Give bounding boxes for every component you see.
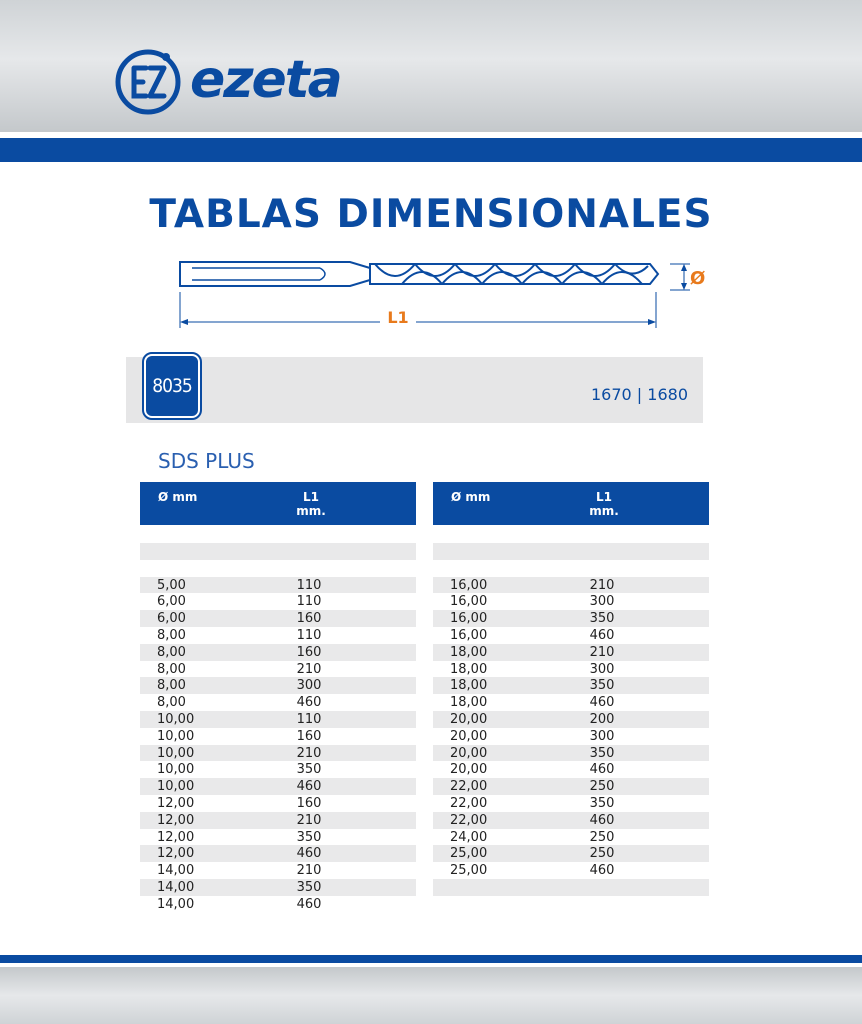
length-cell: 160 — [296, 644, 322, 660]
diameter-cell: 14,00 — [157, 896, 195, 912]
table-row — [140, 896, 416, 913]
product-badge: 8035 — [144, 354, 200, 418]
table-row — [140, 661, 416, 678]
diameter-cell: 8,00 — [157, 627, 186, 643]
length-cell: 210 — [589, 577, 615, 593]
top-blue-bar — [0, 138, 862, 162]
diameter-cell: 25,00 — [450, 846, 488, 862]
diameter-cell: 16,00 — [450, 627, 488, 643]
length-cell: 460 — [589, 627, 615, 643]
diameter-cell: 8,00 — [157, 678, 186, 694]
product-codes: 1670 | 1680 — [591, 385, 688, 404]
length-cell: 210 — [296, 745, 322, 761]
length-cell: 210 — [589, 644, 615, 660]
length-cell: 350 — [296, 762, 322, 778]
length-cell: 210 — [296, 661, 322, 677]
header-length-line2: mm. — [296, 504, 326, 518]
length-cell: 110 — [296, 627, 322, 643]
length-label: L1 — [380, 308, 416, 327]
diameter-cell: 18,00 — [450, 644, 488, 660]
drill-bit-diagram — [170, 252, 730, 334]
table-row — [433, 661, 709, 678]
diameter-cell: 24,00 — [450, 829, 488, 845]
length-cell: 160 — [296, 728, 322, 744]
diameter-cell: 16,00 — [450, 577, 488, 593]
length-cell: 110 — [296, 594, 322, 610]
table-row — [140, 829, 416, 846]
dimension-table-right — [433, 482, 709, 913]
diameter-cell: 8,00 — [157, 695, 186, 711]
length-cell: 250 — [589, 829, 615, 845]
length-cell: 160 — [296, 611, 322, 627]
table-row — [433, 677, 709, 694]
table-row — [140, 577, 416, 594]
table-body — [433, 543, 709, 913]
header-length — [296, 490, 326, 518]
table-header — [433, 482, 709, 525]
table-row — [140, 845, 416, 862]
length-cell: 350 — [589, 745, 615, 761]
diameter-cell: 20,00 — [450, 745, 488, 761]
length-cell: 300 — [296, 678, 322, 694]
length-cell: 350 — [589, 678, 615, 694]
table-row — [140, 560, 416, 577]
diameter-cell: 6,00 — [157, 594, 186, 610]
diameter-cell: 16,00 — [450, 594, 488, 610]
table-row — [140, 728, 416, 745]
length-cell: 350 — [589, 611, 615, 627]
header-length-line1: L1 — [596, 490, 612, 504]
logo-wordmark: ezeta — [190, 50, 341, 110]
length-cell: 200 — [589, 711, 615, 727]
diameter-cell: 25,00 — [450, 863, 488, 879]
diameter-cell: 22,00 — [450, 795, 488, 811]
table-row — [433, 778, 709, 795]
length-cell: 300 — [589, 661, 615, 677]
length-cell: 300 — [589, 594, 615, 610]
table-row — [433, 845, 709, 862]
table-row — [140, 711, 416, 728]
length-cell: 350 — [296, 879, 322, 895]
diameter-cell: 22,00 — [450, 812, 488, 828]
table-row — [433, 879, 709, 896]
table-row — [140, 812, 416, 829]
length-cell: 460 — [589, 762, 615, 778]
table-row — [140, 761, 416, 778]
table-row — [140, 627, 416, 644]
table-row — [433, 560, 709, 577]
table-row — [433, 862, 709, 879]
table-row — [140, 677, 416, 694]
diameter-cell: 20,00 — [450, 728, 488, 744]
table-body — [140, 543, 416, 913]
length-cell: 160 — [296, 795, 322, 811]
diameter-cell: 8,00 — [157, 661, 186, 677]
diameter-cell: 16,00 — [450, 611, 488, 627]
diameter-cell: 22,00 — [450, 779, 488, 795]
table-row — [433, 627, 709, 644]
page-title: TABLAS DIMENSIONALES — [149, 192, 713, 237]
header-length-line2: mm. — [589, 504, 619, 518]
header-length — [589, 490, 619, 518]
table-row — [140, 694, 416, 711]
table-row — [140, 644, 416, 661]
table-row — [433, 593, 709, 610]
length-cell: 460 — [589, 863, 615, 879]
header-diameter: Ø mm — [158, 490, 198, 504]
length-cell: 460 — [296, 695, 322, 711]
length-cell: 460 — [589, 812, 615, 828]
diameter-cell: 18,00 — [450, 678, 488, 694]
length-cell: 300 — [589, 728, 615, 744]
diameter-cell: 18,00 — [450, 695, 488, 711]
diameter-cell: 10,00 — [157, 779, 195, 795]
footer-band — [0, 967, 862, 1024]
table-row — [433, 644, 709, 661]
diameter-cell: 5,00 — [157, 577, 186, 593]
length-cell: 350 — [589, 795, 615, 811]
table-row — [433, 761, 709, 778]
table-row — [433, 745, 709, 762]
length-cell: 460 — [296, 896, 322, 912]
table-row — [433, 610, 709, 627]
header-length-line1: L1 — [303, 490, 319, 504]
diameter-cell: 10,00 — [157, 762, 195, 778]
table-row — [140, 610, 416, 627]
table-row — [140, 543, 416, 560]
length-cell: 250 — [589, 779, 615, 795]
table-row — [433, 728, 709, 745]
ezeta-logo-mark-icon — [114, 48, 182, 116]
table-row — [433, 577, 709, 594]
length-cell: 110 — [296, 577, 322, 593]
ezeta-logo — [114, 48, 394, 116]
diameter-cell: 12,00 — [157, 795, 195, 811]
diameter-cell: 6,00 — [157, 611, 186, 627]
diameter-cell: 10,00 — [157, 728, 195, 744]
table-row — [140, 862, 416, 879]
diameter-cell: 8,00 — [157, 644, 186, 660]
dimension-table-left — [140, 482, 416, 913]
length-cell: 110 — [296, 711, 322, 727]
length-cell: 250 — [589, 846, 615, 862]
header-diameter: Ø mm — [451, 490, 491, 504]
section-subtitle: SDS PLUS — [158, 449, 255, 473]
diameter-label: Ø — [690, 268, 706, 289]
table-row — [140, 795, 416, 812]
table-row — [433, 543, 709, 560]
diameter-cell: 20,00 — [450, 762, 488, 778]
diameter-cell: 12,00 — [157, 846, 195, 862]
table-header — [140, 482, 416, 525]
length-cell: 350 — [296, 829, 322, 845]
length-cell: 210 — [296, 812, 322, 828]
table-row — [433, 896, 709, 913]
length-cell: 460 — [296, 779, 322, 795]
length-cell: 210 — [296, 863, 322, 879]
table-row — [433, 795, 709, 812]
diameter-cell: 14,00 — [157, 863, 195, 879]
table-row — [140, 593, 416, 610]
table-row — [433, 812, 709, 829]
table-row — [433, 711, 709, 728]
diameter-cell: 20,00 — [450, 711, 488, 727]
diameter-cell: 12,00 — [157, 812, 195, 828]
table-row — [433, 829, 709, 846]
table-row — [433, 694, 709, 711]
table-row — [140, 879, 416, 896]
diameter-cell: 12,00 — [157, 829, 195, 845]
diameter-cell: 14,00 — [157, 879, 195, 895]
bottom-blue-bar — [0, 955, 862, 963]
length-cell: 460 — [589, 695, 615, 711]
table-row — [140, 778, 416, 795]
diameter-cell: 10,00 — [157, 745, 195, 761]
table-row — [140, 745, 416, 762]
diameter-cell: 10,00 — [157, 711, 195, 727]
length-cell: 460 — [296, 846, 322, 862]
diameter-cell: 18,00 — [450, 661, 488, 677]
